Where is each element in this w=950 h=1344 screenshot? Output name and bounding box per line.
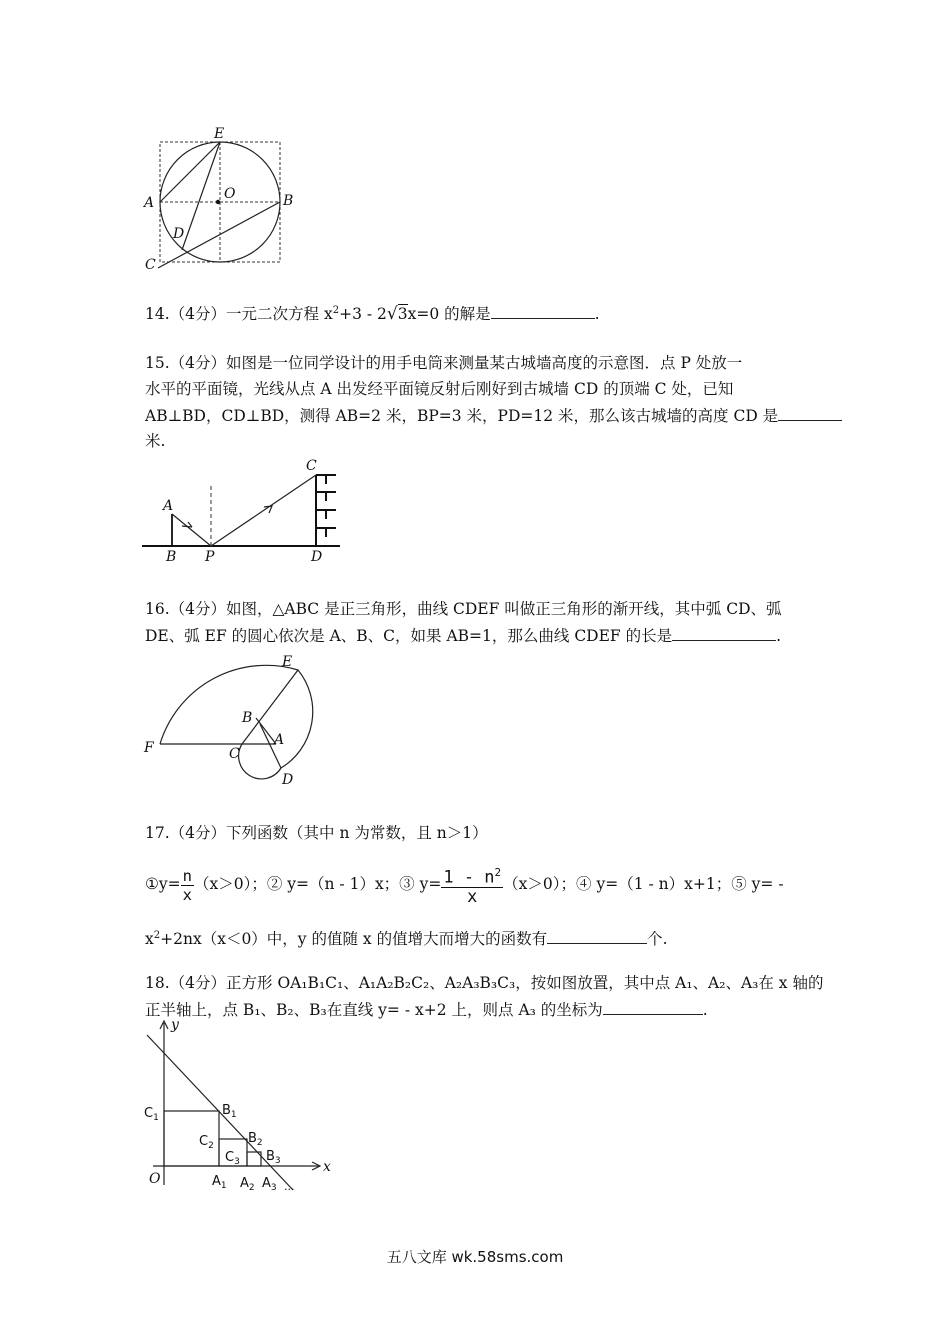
label-B: B <box>166 549 177 565</box>
sqrt-sign: √ <box>386 304 398 325</box>
question-15-line-2: 水平的平面镜，光线从点 A 出发经平面镜反射后刚好到古城墙 CD 的顶端 C 处，已知 <box>145 380 734 398</box>
label-C: C <box>145 257 156 273</box>
question-15-line-4: 米. <box>145 432 166 450</box>
label-P: P <box>205 549 215 565</box>
involute-figure <box>140 648 330 793</box>
label-A3: $A_3$ <box>262 1176 277 1193</box>
question-15-line-3: AB⊥BD，CD⊥BD，测得 AB=2 米，BP=3 米，PD=12 米，那么该古城墙的高度 CD 是 <box>145 404 842 427</box>
answer-blank-18[interactable] <box>603 998 703 1015</box>
label-F: F <box>144 740 154 756</box>
label-C2: $C_2$ <box>199 1134 214 1151</box>
label-A: A <box>163 498 174 514</box>
fraction-n-over-x: $\frac{n}{x}$ <box>182 866 192 904</box>
label-O: O <box>224 186 236 202</box>
circle-figure <box>140 120 300 280</box>
squares-figure <box>135 1015 345 1195</box>
answer-blank-16[interactable] <box>672 624 776 641</box>
label-D: D <box>173 226 185 242</box>
label-B2: $B_2$ <box>248 1131 263 1148</box>
footer-watermark: 五八文库 wk.58sms.com <box>386 1248 564 1266</box>
question-17-line-1: 17.（4分）下列函数（其中 n 为常数，且 n＞1） <box>145 824 488 842</box>
answer-blank-15[interactable] <box>778 404 842 421</box>
label-E: E <box>214 126 225 142</box>
wall-mirror-figure <box>140 452 350 567</box>
label-A: A <box>144 195 155 211</box>
question-18-line-1: 18.（4分）正方形 OA₁B₁C₁、A₁A₂B₂C₂、A₂A₃B₃C₃，按如图放置，其中点 A₁、A₂、A₃在 x 轴的 <box>145 974 824 992</box>
label-B: B <box>242 710 253 726</box>
answer-blank-17[interactable] <box>547 927 647 944</box>
label-A2: $A_2$ <box>240 1176 255 1193</box>
label-dots: ... <box>284 1180 295 1193</box>
label-D: D <box>311 549 323 565</box>
label-C: C <box>306 458 317 474</box>
label-C3: $C_3$ <box>225 1150 240 1167</box>
question-17-line-2: ①y= $\frac{n}{x}$ （x＞0）；② y=（n - 1）x；③ y= $\frac{1 - n^2}{x}$ （x＞0）；④ y=（1 - n）x+1；⑤ y= - <box>145 866 784 907</box>
label-B3: $B_3$ <box>266 1149 281 1166</box>
answer-blank-14[interactable] <box>491 302 595 319</box>
label-O: O <box>149 1171 161 1187</box>
label-C1: $C_1$ <box>144 1106 159 1123</box>
label-D: D <box>282 772 294 788</box>
question-15-line-1: 15.（4分）如图是一位同学设计的用手电筒来测量某古城墙高度的示意图．点 P 处放一 <box>145 354 743 372</box>
label-B: B <box>283 193 294 209</box>
label-A1: $A_1$ <box>212 1174 227 1191</box>
question-18-line-2: 正半轴上，点 B₁、B₂、B₃在直线 y= - x+2 上，则点 A₃ 的坐标为 . <box>145 998 708 1021</box>
label-x: x <box>323 1159 331 1175</box>
label-C: C <box>229 746 240 762</box>
question-16-line-2: DE、弧 EF 的圆心依次是 A、B、C，如果 AB=1，那么曲线 CDEF 的长是 . <box>145 624 781 647</box>
label-A: A <box>274 732 285 748</box>
question-14: 14.（4分）一元二次方程 $x^2+3 - 2√3x=0$ 的解是 . <box>145 304 600 325</box>
question-16-line-1: 16.（4分）如图，△ABC 是正三角形，曲线 CDEF 叫做正三角形的渐开线，其中弧 CD、弧 <box>145 600 782 618</box>
fraction-1-minus-n2-over-x: $\frac{1 - n^2}{x}$ <box>443 866 502 907</box>
label-B1: $B_1$ <box>222 1103 237 1120</box>
question-17-line-3: $x^2+2nx(x<0)$中，y 的值随 x 的值增大而增大的函数有 个. <box>145 925 668 950</box>
label-y: y <box>171 1017 179 1033</box>
label-E: E <box>282 654 293 670</box>
